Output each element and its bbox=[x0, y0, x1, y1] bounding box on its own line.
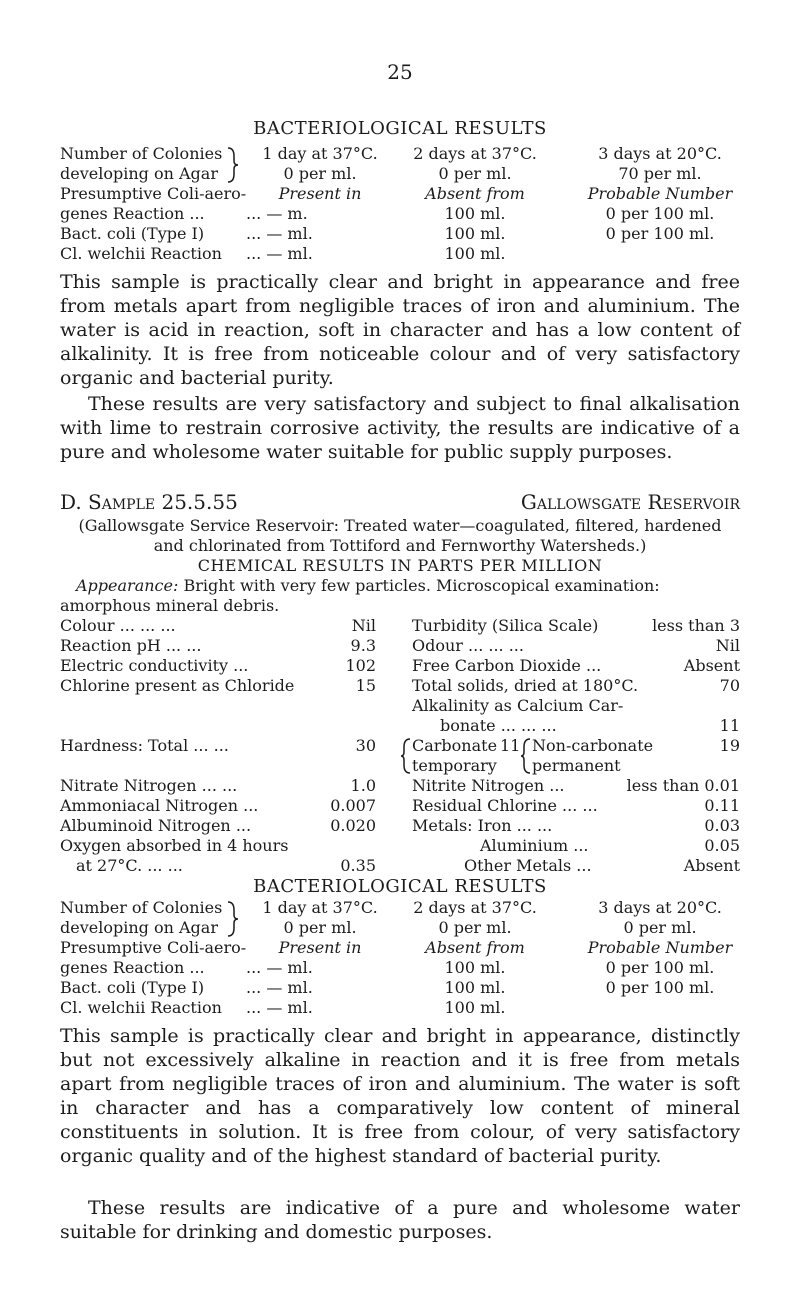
chem-label: Albuminoid Nitrogen ... bbox=[60, 816, 252, 835]
chem-label: Ammoniacal Nitrogen ... bbox=[60, 796, 259, 815]
brace-icon bbox=[226, 146, 240, 184]
col2-cell: 0 per ml. bbox=[438, 918, 512, 937]
paragraph: These results are very satisfactory and subject to final alkalisation with lime to restrain corrosive activity, the results are indicative of a pure and wholesome water suitable for public supply purposes. bbox=[60, 393, 740, 463]
chem-value: Absent bbox=[683, 656, 740, 675]
chem-label: Non-carbonate bbox=[532, 736, 654, 755]
col3-cell: 0 per 100 ml. bbox=[605, 224, 715, 243]
col1-cell: 0 per ml. bbox=[283, 918, 357, 937]
paragraph: This sample is practically clear and bright in appearance, distinctly but not excessively alkaline in reaction and it is free from metals apart from negligible traces of iron and aluminium. The water is soft in character and has a comparatively low content of mineral constituents in solution. It is free from colour, of very satisfactory organic quality and of the highest standard of bacterial purity. bbox=[60, 1025, 740, 1167]
chem-label: Colour ... ... ... bbox=[60, 616, 176, 635]
chem-label: at 27°C. ... ... bbox=[76, 856, 183, 875]
row-label: genes Reaction ... bbox=[60, 958, 205, 977]
brace-icon bbox=[226, 900, 240, 938]
chem-value: less than 0.01 bbox=[626, 776, 740, 795]
row-label: Presumptive Coli-aero- bbox=[60, 938, 247, 957]
bacteriological-heading: BACTERIOLOGICAL RESULTS bbox=[253, 118, 547, 139]
col1-cell: ... — ml. bbox=[246, 998, 313, 1017]
col3-cell: Probable Number bbox=[587, 184, 733, 203]
row-label: Cl. welchii Reaction bbox=[60, 244, 222, 263]
chem-label: Electric conductivity ... bbox=[60, 656, 249, 675]
brace-icon bbox=[400, 737, 412, 775]
col2-cell: Absent from bbox=[425, 184, 525, 203]
chem-label: Other Metals ... bbox=[464, 856, 592, 875]
col1-cell: ... — ml. bbox=[246, 958, 313, 977]
col1-cell: ... — ml. bbox=[246, 978, 313, 997]
col3-cell: 70 per ml. bbox=[618, 164, 702, 183]
row-label: genes Reaction ... bbox=[60, 204, 205, 223]
row-label: Cl. welchii Reaction bbox=[60, 998, 222, 1017]
chem-value: 0.03 bbox=[704, 816, 740, 835]
row-label: Number of Colonies bbox=[60, 144, 223, 163]
chem-label: Nitrite Nitrogen ... bbox=[412, 776, 565, 795]
col3-cell: Probable Number bbox=[587, 938, 733, 957]
sample-label: D. Sample 25.5.55 bbox=[60, 490, 238, 514]
col2-cell: 2 days at 37°C. bbox=[413, 144, 537, 163]
chem-value: 0.05 bbox=[704, 836, 740, 855]
chem-label: Reaction pH ... ... bbox=[60, 636, 202, 655]
chem-label: Hardness: Total ... ... bbox=[60, 736, 229, 755]
reservoir-name: Gallowsgate Reservoir bbox=[520, 490, 740, 514]
col2-cell: 100 ml. bbox=[444, 224, 506, 243]
col1-cell: ... — ml. bbox=[246, 244, 313, 263]
chem-value: less than 3 bbox=[652, 616, 740, 635]
row-label: developing on Agar bbox=[60, 164, 218, 183]
col2-cell: 100 ml. bbox=[444, 978, 506, 997]
chem-label: permanent bbox=[532, 756, 621, 775]
chem-value: 15 bbox=[355, 676, 376, 695]
chem-value: 102 bbox=[345, 656, 376, 675]
appearance-line bbox=[76, 576, 660, 596]
chem-label: Nitrate Nitrogen ... ... bbox=[60, 776, 238, 795]
row-label: developing on Agar bbox=[60, 918, 218, 937]
chem-value: 0.020 bbox=[330, 816, 376, 835]
chem-label: Chlorine present as Chloride bbox=[60, 676, 295, 695]
row-label: Presumptive Coli-aero- bbox=[60, 184, 247, 203]
chem-label: Residual Chlorine ... ... bbox=[412, 796, 598, 815]
col2-cell: 0 per ml. bbox=[438, 164, 512, 183]
col1-cell: ... — m. bbox=[246, 204, 308, 223]
note-line: and chlorinated from Tottiford and Fernworthy Watersheds.) bbox=[153, 536, 647, 555]
col3-cell: 3 days at 20°C. bbox=[598, 898, 722, 917]
chem-value: Absent bbox=[683, 856, 740, 875]
col2-cell: Absent from bbox=[425, 938, 525, 957]
brace-icon bbox=[520, 737, 532, 775]
appearance-label: Appearance: bbox=[76, 576, 179, 595]
chem-value: 11 bbox=[500, 736, 521, 755]
col3-cell: 0 per 100 ml. bbox=[605, 204, 715, 223]
row-label: Bact. coli (Type I) bbox=[60, 224, 205, 243]
col3-cell: 3 days at 20°C. bbox=[598, 144, 722, 163]
page-number: 25 bbox=[387, 60, 413, 84]
col3-cell: 0 per 100 ml. bbox=[605, 958, 715, 977]
chem-value: 11 bbox=[719, 716, 740, 735]
col1-cell: 0 per ml. bbox=[283, 164, 357, 183]
col2-cell: 100 ml. bbox=[444, 204, 506, 223]
chem-value: 0.35 bbox=[340, 856, 376, 875]
note-line: (Gallowsgate Service Reservoir: Treated water—coagulated, filtered, hardened bbox=[78, 516, 722, 535]
col1-cell: 1 day at 37°C. bbox=[262, 144, 378, 163]
chem-value: 0.11 bbox=[704, 796, 740, 815]
chem-label: Aluminium ... bbox=[480, 836, 589, 855]
chem-value: 9.3 bbox=[350, 636, 376, 655]
col1-cell: ... — ml. bbox=[246, 224, 313, 243]
row-label: Bact. coli (Type I) bbox=[60, 978, 205, 997]
col3-cell: 0 per ml. bbox=[623, 918, 697, 937]
chem-label: Odour ... ... ... bbox=[412, 636, 524, 655]
row-label: Number of Colonies bbox=[60, 898, 223, 917]
chem-value: Nil bbox=[715, 636, 740, 655]
col2-cell: 100 ml. bbox=[444, 244, 506, 263]
chem-label: temporary bbox=[412, 756, 497, 775]
chem-value: 0.007 bbox=[330, 796, 376, 815]
col3-cell: 0 per 100 ml. bbox=[605, 978, 715, 997]
chem-label: bonate ... ... ... bbox=[440, 716, 557, 735]
chem-value: 19 bbox=[719, 736, 740, 755]
paragraph: This sample is practically clear and bright in appearance and free from metals apart from negligible traces of iron and aluminium. The water is acid in reaction, soft in character and has a low content of alkalinity. It is free from noticeable colour and of very satisfactory organic and bacterial purity. bbox=[60, 271, 740, 389]
chem-label: Metals: Iron ... ... bbox=[412, 816, 553, 835]
col2-cell: 2 days at 37°C. bbox=[413, 898, 537, 917]
bacteriological-heading: BACTERIOLOGICAL RESULTS bbox=[253, 876, 547, 897]
chem-value: 70 bbox=[719, 676, 740, 695]
appearance-line: amorphous mineral debris. bbox=[60, 596, 280, 615]
col2-cell: 100 ml. bbox=[444, 958, 506, 977]
chem-label: Oxygen absorbed in 4 hours bbox=[60, 836, 289, 855]
chem-label: Total solids, dried at 180°C. bbox=[412, 676, 639, 695]
col2-cell: 100 ml. bbox=[444, 998, 506, 1017]
appearance-text: Bright with very few particles. Microscopical examination: bbox=[178, 576, 660, 595]
chem-label: Turbidity (Silica Scale) bbox=[412, 616, 599, 635]
chem-value: 30 bbox=[355, 736, 376, 755]
chem-label: Carbonate bbox=[412, 736, 498, 755]
chem-label: Free Carbon Dioxide ... bbox=[412, 656, 602, 675]
chem-label: Alkalinity as Calcium Car- bbox=[412, 696, 624, 715]
col1-cell: 1 day at 37°C. bbox=[262, 898, 378, 917]
chem-value: 1.0 bbox=[350, 776, 376, 795]
col1-cell: Present in bbox=[278, 184, 362, 203]
chem-value: Nil bbox=[351, 616, 376, 635]
chemical-heading: CHEMICAL RESULTS IN PARTS PER MILLION bbox=[197, 556, 603, 575]
paragraph: These results are indicative of a pure and wholesome water suitable for drinking and domestic purposes. bbox=[60, 1197, 740, 1243]
col1-cell: Present in bbox=[278, 938, 362, 957]
